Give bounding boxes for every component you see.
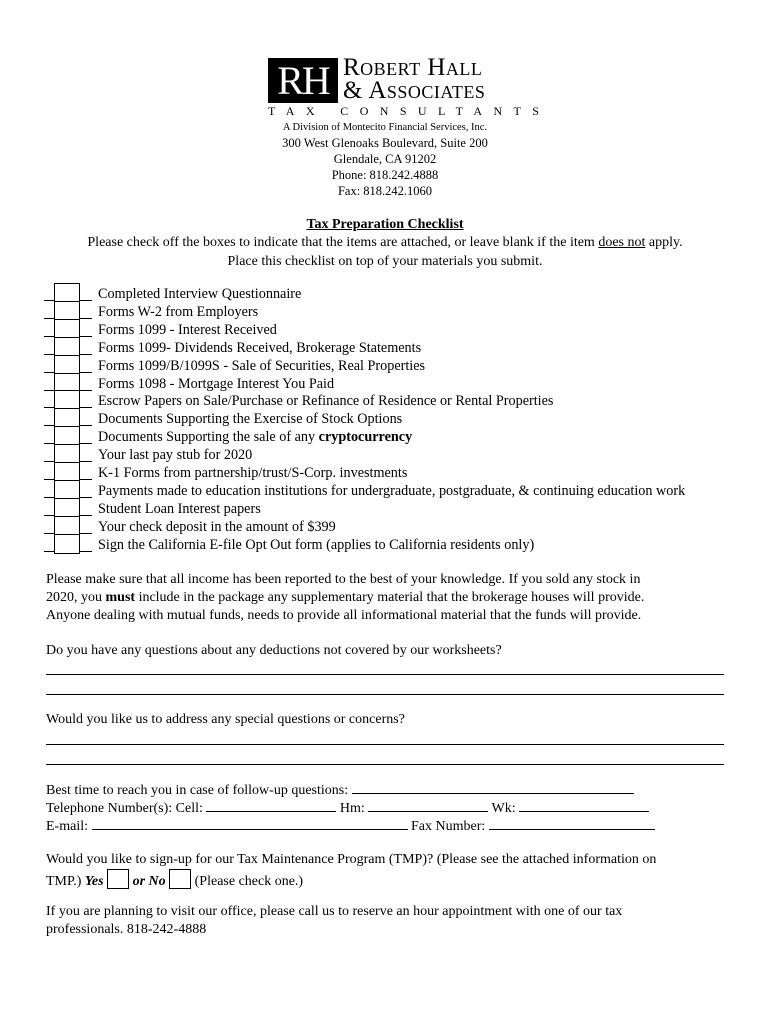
checklist-item-label: Sign the California E-file Opt Out form (applies to California residents only)	[98, 536, 535, 553]
checklist-item	[44, 286, 744, 304]
logo-subtitle: TAX CONSULTANTS	[268, 104, 551, 118]
income-note-line2-c: include in the package any supplementary material that the brokerage houses will provide.	[135, 590, 645, 605]
checklist-item	[44, 429, 744, 447]
work-phone-field[interactable]	[519, 799, 649, 812]
best-time-label: Best time to reach you in case of follow-up questions:	[46, 783, 349, 798]
checklist-item-label: Forms 1099/B/1099S - Sale of Securities, Real Properties	[98, 357, 426, 374]
special-answer-line2[interactable]	[46, 764, 724, 765]
checklist-item-label: Your last pay stub for 2020	[98, 447, 253, 464]
company-logo	[268, 54, 551, 120]
checklist-item-label: Forms 1098 - Mortgage Interest You Paid	[98, 375, 335, 392]
tmp-line2	[46, 869, 303, 891]
page-title-text: Tax Preparation Checklist	[306, 217, 464, 232]
checklist-item-label: K-1 Forms from partnership/trust/S-Corp. investments	[98, 465, 408, 481]
address-line2: Glendale, CA 91202	[333, 152, 437, 166]
income-note-line1: Please make sure that all income has been reported to the best of your knowledge. If you sold any stock in	[46, 572, 641, 587]
address-line1: 300 West Glenoaks Boulevard, Suite 200	[282, 136, 488, 150]
checklist-item-label: Forms W-2 from Employers	[98, 303, 259, 320]
special-question: Would you like us to address any special questions or concerns?	[46, 712, 405, 727]
income-note-line2-a: 2020, you	[46, 590, 106, 605]
best-time-field[interactable]	[352, 781, 634, 794]
tmp-yes-checkbox[interactable]	[107, 869, 129, 889]
tmp-yes-label: Yes	[84, 874, 104, 889]
telephone-cell-label: Telephone Number(s): Cell:	[46, 801, 203, 816]
instructions-line1-b: does not	[598, 235, 646, 250]
fax-number-field[interactable]	[489, 817, 655, 830]
checklist-item	[44, 340, 744, 358]
telephone-wk-label: Wk:	[491, 801, 516, 816]
telephone-row	[46, 799, 649, 818]
checklist-checkbox[interactable]	[54, 534, 80, 554]
checklist-item-label: Escrow Papers on Sale/Purchase or Refinance of Residence or Rental Properties	[98, 393, 554, 410]
checklist-item	[44, 322, 744, 340]
email-label: E-mail:	[46, 819, 88, 834]
checklist-bold-suffix: cryptocurrency	[318, 429, 413, 446]
checklist-item-label: Documents Supporting the sale of any cryptocurrency	[98, 429, 413, 446]
instructions-line1	[0, 235, 770, 251]
tmp-no-checkbox[interactable]	[169, 869, 191, 889]
checklist-item	[44, 358, 744, 376]
deductions-question: Do you have any questions about any deductions not covered by our worksheets?	[46, 643, 502, 658]
instructions-line1-a: Please check off the boxes to indicate that the items are attached, or leave blank if the item	[87, 235, 599, 250]
checklist-item	[44, 465, 744, 483]
home-phone-field[interactable]	[368, 799, 488, 812]
page-title	[0, 217, 770, 233]
logo-name-line1: Robert Hall	[343, 54, 483, 81]
visit-note-line2: professionals. 818-242-4888	[46, 922, 207, 937]
division-text: A Division of Montecito Financial Services, Inc.	[282, 122, 488, 133]
checklist-item-label: Completed Interview Questionnaire	[98, 286, 302, 302]
email-field[interactable]	[92, 817, 408, 830]
instructions-line1-c: apply.	[645, 235, 683, 250]
checklist-item-label: Payments made to education institutions for undergraduate, postgraduate, & continuing education work	[98, 482, 686, 499]
tmp-line1: Would you like to sign-up for our Tax Maintenance Program (TMP)? (Please see the attached information on	[46, 852, 657, 867]
checklist-item	[44, 537, 744, 555]
tmp-line2-a: TMP.)	[46, 874, 85, 889]
income-note-line2	[46, 589, 644, 607]
deductions-answer-line2[interactable]	[46, 694, 724, 695]
special-answer-line1[interactable]	[46, 744, 724, 745]
fax-text: Fax: 818.242.1060	[337, 184, 433, 198]
checklist-item-label: Documents Supporting the Exercise of Stock Options	[98, 411, 403, 428]
checklist-item	[44, 447, 744, 465]
phone-text: Phone: 818.242.4888	[331, 168, 439, 182]
checklist-item	[44, 376, 744, 394]
checklist-item	[44, 411, 744, 429]
checklist-item	[44, 501, 744, 519]
telephone-hm-label: Hm:	[339, 801, 365, 816]
income-note-line3: Anyone dealing with mutual funds, needs to provide all informational material that the funds will provide.	[46, 608, 642, 623]
checklist-item	[44, 483, 744, 501]
fax-number-label: Fax Number:	[411, 819, 486, 834]
cell-phone-field[interactable]	[206, 799, 336, 812]
checklist-item-label: Student Loan Interest papers	[98, 500, 261, 517]
deductions-answer-line1[interactable]	[46, 674, 724, 675]
email-row	[46, 817, 655, 836]
visit-note-line1: If you are planning to visit our office, please call us to reserve an hour appointment with one of our tax	[46, 904, 623, 919]
best-time-row	[46, 781, 634, 800]
checklist-item	[44, 304, 744, 322]
checklist-item	[44, 393, 744, 411]
checklist-item-label: Forms 1099- Dividends Received, Brokerage Statements	[98, 339, 422, 356]
checklist-item-label: Forms 1099 - Interest Received	[98, 321, 277, 338]
instructions-line2: Place this checklist on top of your materials you submit.	[227, 254, 543, 269]
checklist-item-label: Your check deposit in the amount of $399	[98, 518, 336, 535]
tmp-no-label: or No	[132, 874, 166, 889]
checklist-item	[44, 519, 744, 537]
tmp-check-one: (Please check one.)	[194, 874, 304, 889]
logo-initials: RH	[268, 58, 338, 103]
logo-name-line2: & Associates	[343, 77, 486, 104]
income-note-must: must	[105, 590, 136, 605]
